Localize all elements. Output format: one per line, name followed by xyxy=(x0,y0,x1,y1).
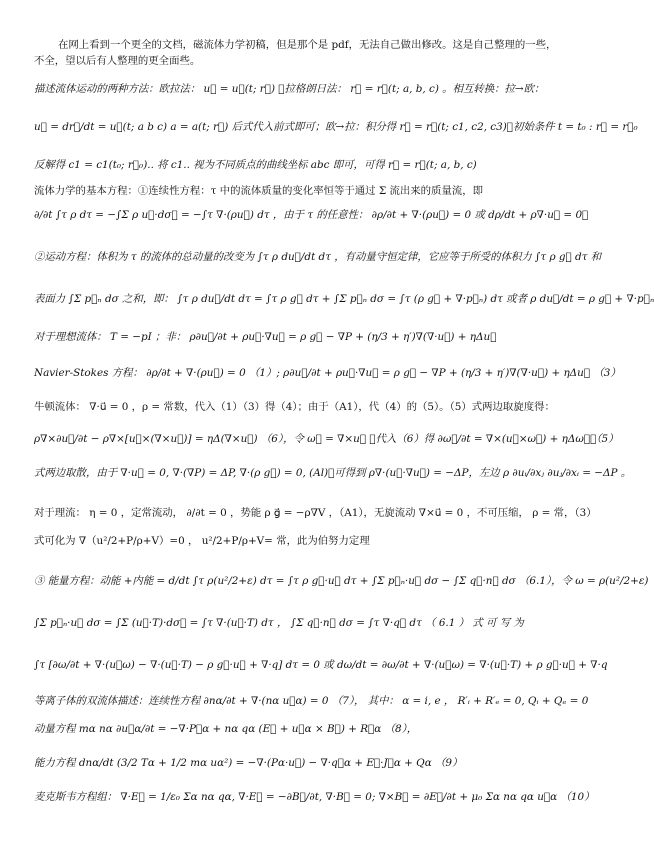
intro-paragraph-line-1: 在网上看到一个更全的文档，磁流体力学初稿，但是那个是 pdf，无法自己做出修改。这是自己整理的一些， xyxy=(58,39,557,51)
maxwell-equations: 麦克斯韦方程组： ∇·E⃗ = 1/ε₀ Σα nα qα, ∇·E⃗ = −∂B⃗/∂t, ∇·B⃗ = 0; ∇×B⃗ = ∂E⃗/∂t + μ₀ Σα nα qα u⃗α （10） xyxy=(34,791,595,803)
ideal-fluid-equation: 对于理想流体： T = −pI ；非： ρ∂u⃗/∂t + ρu⃗·∇u⃗ = ρ g⃗ − ∇P + (η/3 + η′)∇(∇·u⃗) + ηΔu⃗ xyxy=(34,331,497,343)
navier-stokes-equation: Navier-Stokes 方程： ∂ρ/∂t + ∇·(ρu⃗) = 0 （1）; ρ∂u⃗/∂t + ρu⃗·∇u⃗ = ρ g⃗ − ∇P + (η/3 + η′)∇(∇·u⃗) + ηΔu⃗ （3） xyxy=(34,367,621,379)
vorticity-equation: ρ∇×∂u⃗/∂t − ρ∇×[u⃗×(∇×u⃗)] = ηΔ(∇×u⃗) （6），令 ω⃗ = ∇×u⃗ ，代入（6）得 ∂ω⃗/∂t = ∇×(u⃗×ω⃗) + ηΔω⃗；（5） xyxy=(34,433,619,445)
divergence-equation: 式两边取散，由于 ∇·u⃗ = 0, ∇·(∇P) = ΔP, ∇·(ρ g⃗) = 0, (Al)，可得到 ρ∇·(u⃗·∇u⃗) = −ΔP，左边 ρ ∂uᵢ/∂xⱼ ∂uⱼ/∂xᵢ = −ΔP 。 xyxy=(34,467,632,479)
energy-equation-line-3: ∫τ [∂ω/∂t + ∇·(u⃗ω) − ∇·(u⃗·T) − ρ g⃗·u⃗ + ∇·q] dτ = 0 或 dω/dt = ∂ω/∂t + ∇·(u⃗ω) = ∇·(u⃗·T) + ρ g⃗·u⃗ + ∇·q xyxy=(34,659,608,671)
euler-lagrange-description: 描述流体运动的两种方法：欧拉法： u⃗ = u⃗(t; r⃗) ；拉格朗日法： r⃗ = r⃗(t; a, b, c) 。相互转换：拉→欧： xyxy=(34,83,545,95)
plasma-energy-equation: 能力方程 dnα/dt (3/2 Tα + 1/2 mα uα²) = −∇·(Pα·u⃗) − ∇·q⃗α + E⃗·J⃗α + Qα （9） xyxy=(34,757,463,769)
intro-paragraph-line-2: 不全，望以后有人整理的更全面些。 xyxy=(34,55,201,67)
two-fluid-description: 等离子体的双流体描述：连续性方程 ∂nα/∂t + ∇·(nα u⃗α) = 0 （7）， 其中： α = i, e ， R′ᵢ + R′ₑ = 0, Qᵢ + Qₑ = 0 xyxy=(34,695,589,707)
conversion-equation: u⃗ = dr⃗/dt = u⃗(t; a b c) a = a(t; r⃗) 后式代入前式即可；欧→拉：积分得 r⃗ = r⃗(t; c1, c2, c3)，初始条件 t = t₀ : r⃗ = r⃗₀ xyxy=(34,121,638,133)
energy-equation-line-1: ③ 能量方程：动能 +内能 = d/dt ∫τ ρ(u²/2+ε) dτ = ∫τ ρ g⃗·u⃗ dτ + ∫Σ p⃗ₙ·u⃗ dσ − ∫Σ q⃗·n⃗ dσ （6.1），令 ω = ρ(u²/2+ε) xyxy=(34,575,649,587)
basic-equations-heading: 流体力学的基本方程：①连续性方程：τ 中的流体质量的变化率恒等于通过 Σ 流出来的质量流，即 xyxy=(34,185,484,197)
inverse-solution: 反解得 c1 = c1(t₀; r⃗₀).. 将 c1.. 视为不同质点的曲线坐标 abc 即可，可得 r⃗ = r⃗(t; a, b, c) xyxy=(34,159,477,171)
momentum-equation-line-1: ②运动方程：体积为 τ 的流体的总动量的改变为 ∫τ ρ du⃗/dt dτ ，有动量守恒定律，它应等于所受的体积力 ∫τ ρ g⃗ dτ 和 xyxy=(34,251,602,263)
newtonian-fluid-text: 牛顿流体： ∇·u⃗ = 0 ，ρ = 常数，代入（1）（3）得（4）；由于（A1），代（4）的（5）。（5）式两边取旋度得： xyxy=(34,401,555,413)
bernoulli-theorem: 式可化为 ∇（u²/2+P/ρ+V）=0 ， u²/2+P/ρ+V= 常，此为伯努力定理 xyxy=(34,535,370,547)
energy-equation-line-2: ∫Σ p⃗ₙ·u⃗ dσ = ∫Σ (u⃗·T)·dσ⃗ = ∫τ ∇·(u⃗·T) dτ ， ∫Σ q⃗·n⃗ dσ = ∫τ ∇·q⃗ dτ （ 6.1 ） 式 可 写 为 xyxy=(34,617,524,629)
plasma-momentum-equation: 动量方程 mα nα ∂u⃗α/∂t = −∇·P⃗α + nα qα (E⃗ + u⃗α × B⃗) + R⃗α （8）， xyxy=(34,723,418,735)
continuity-equation: ∂/∂t ∫τ ρ dτ = −∫Σ ρ u⃗·dσ⃗ = −∫τ ∇·(ρu⃗) dτ ，由于 τ 的任意性： ∂ρ/∂t + ∇·(ρu⃗) = 0 或 dρ/dt + ρ∇·u⃗ = 0； xyxy=(34,209,589,221)
ideal-steady-flow-text: 对于理流： η = 0 ，定常流动， ∂/∂t = 0 ，势能 ρ g⃗ = −ρ∇V ，（A1），无旋流动 ∇×u⃗ = 0 ，不可压缩， ρ = 常，（3） xyxy=(34,507,597,519)
momentum-equation-line-2: 表面力 ∫Σ p⃗ₙ dσ 之和，即： ∫τ ρ du⃗/dt dτ = ∫τ ρ g⃗ dτ + ∫Σ p⃗ₙ dσ = ∫τ (ρ g⃗ + ∇·p⃗ₙ) dτ 或者 ρ du⃗/dt = ρ g⃗ + ∇·p⃗ₙ xyxy=(34,293,654,305)
